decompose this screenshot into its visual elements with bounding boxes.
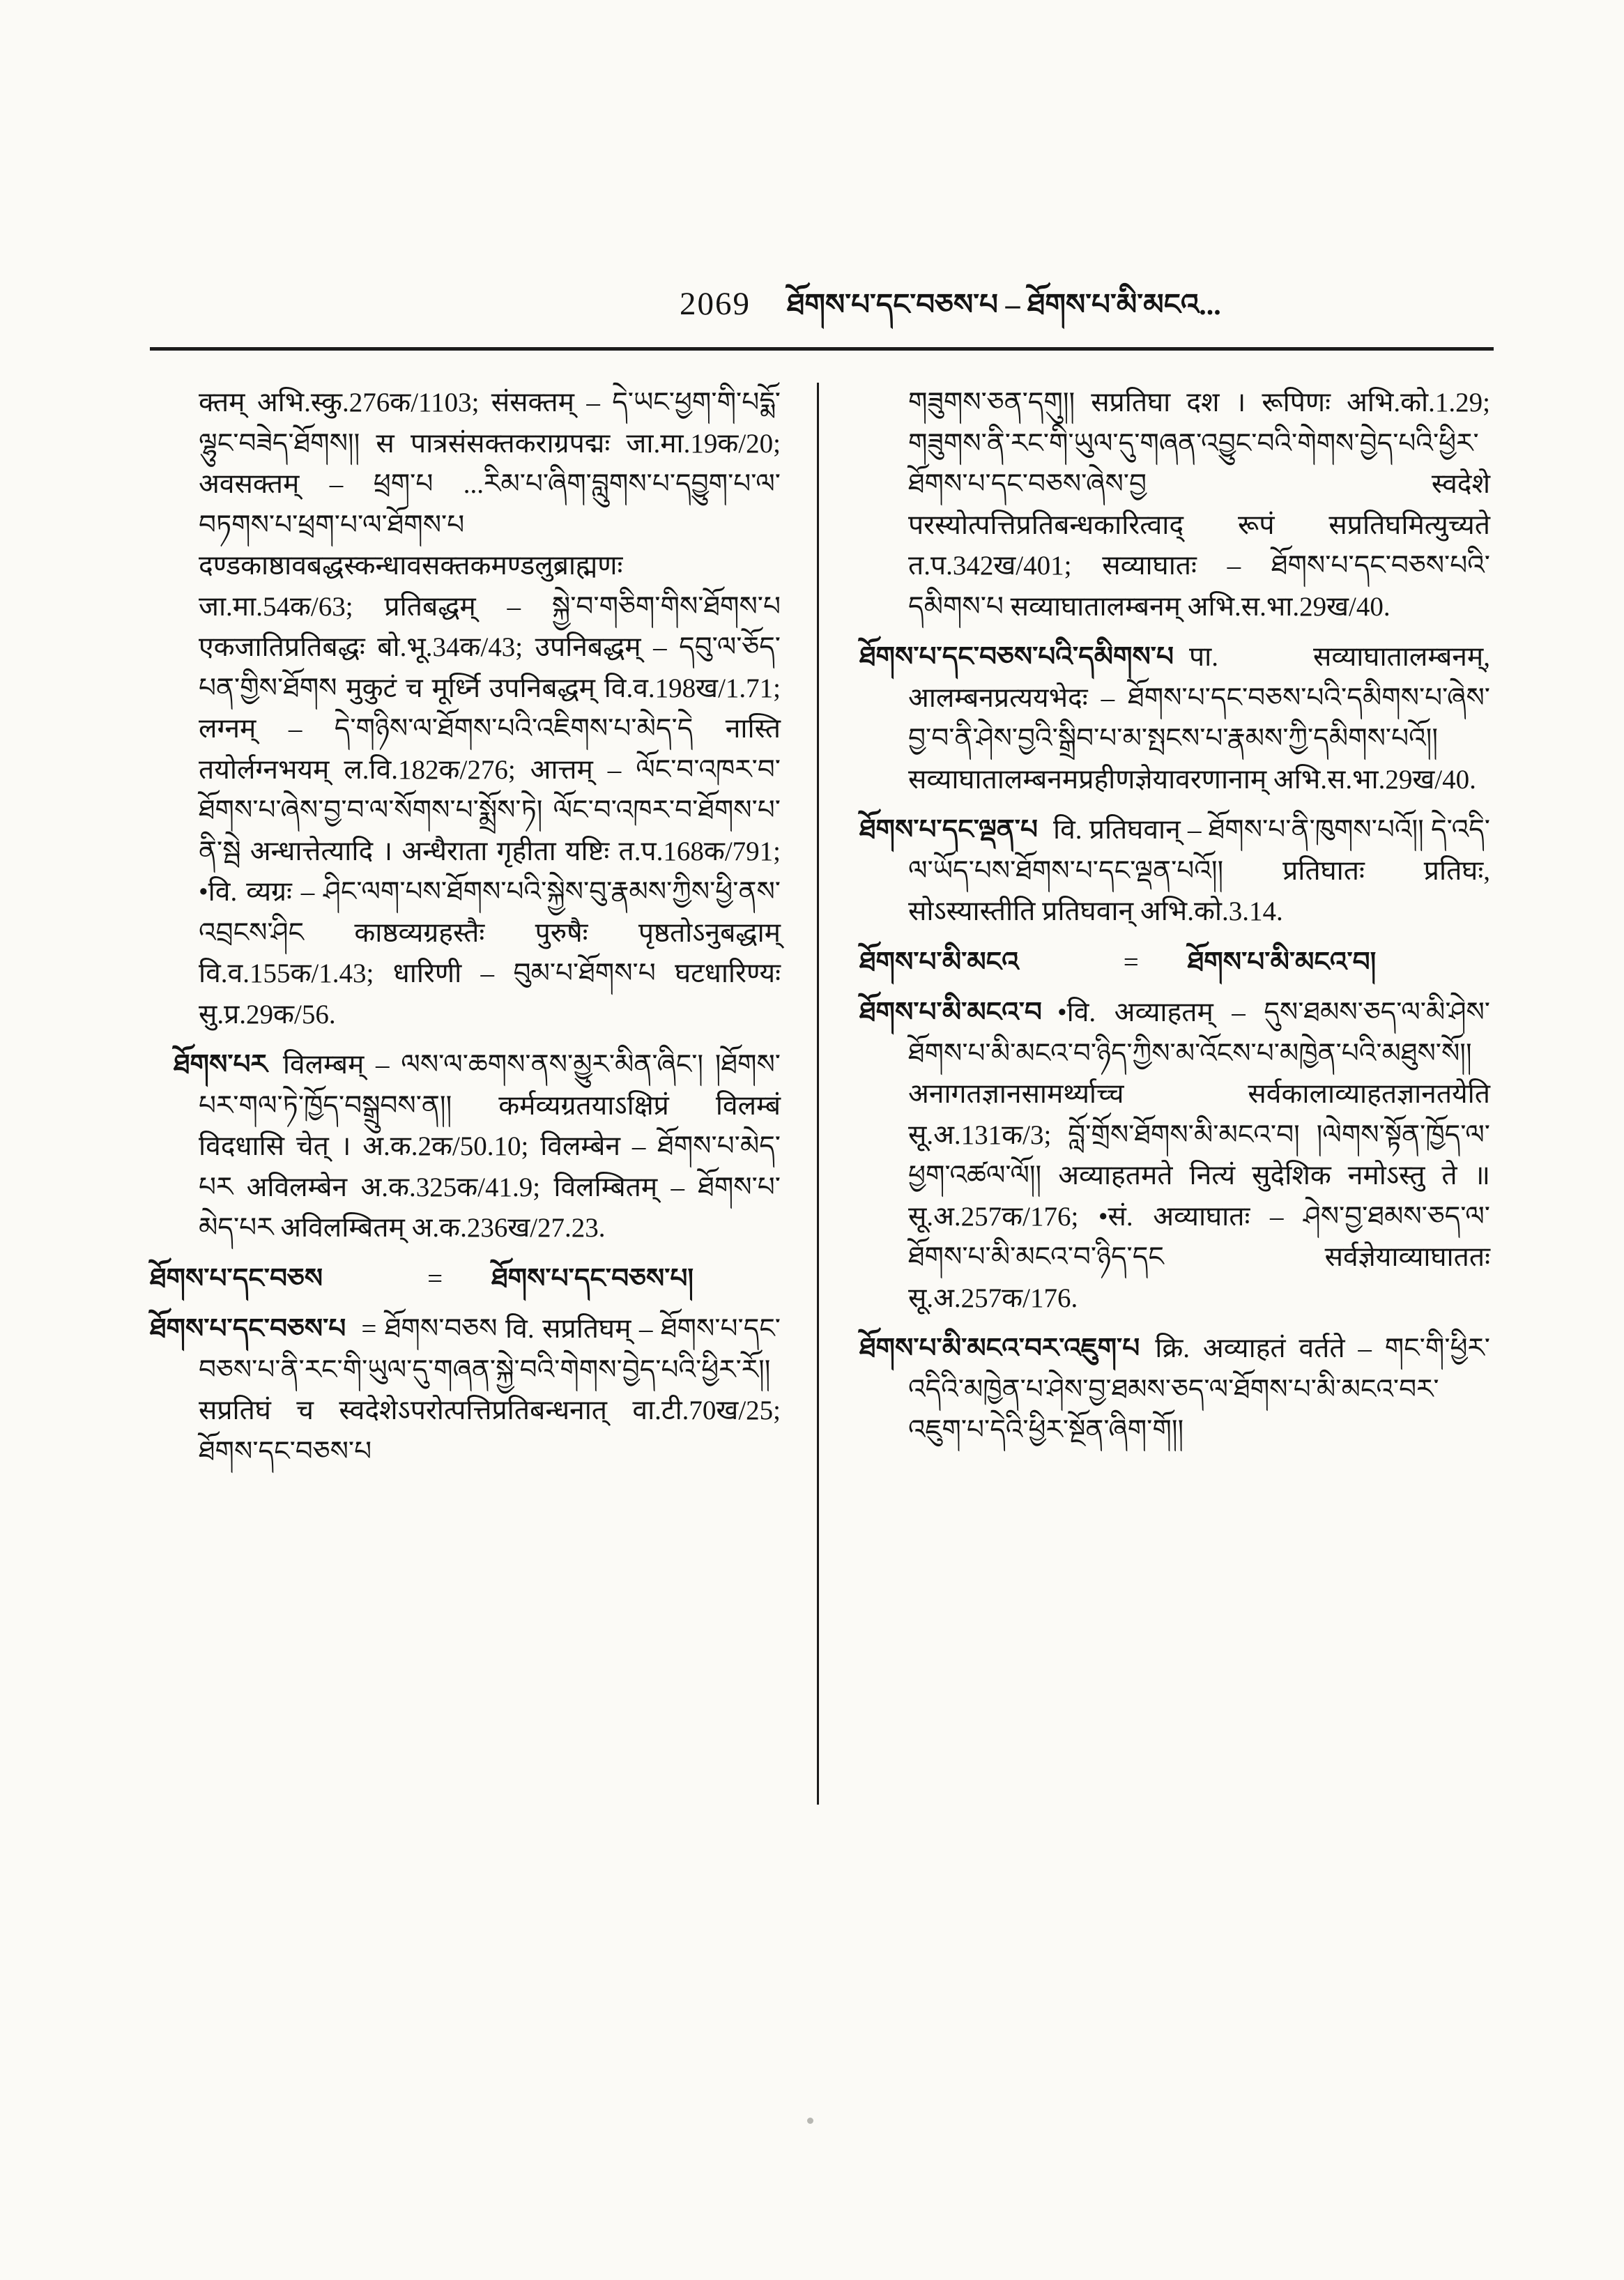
page-header — [0, 0, 1624, 323]
entry-headword: ཐོགས་པར — [174, 1050, 268, 1080]
cross-reference-entry — [150, 1259, 781, 1300]
entry-continuation — [150, 383, 781, 1035]
left-column — [150, 383, 817, 1986]
entry-body: पा. सव्याघातालम्बनम्, आलम्बनप्रत्ययभेदः – ཐོགས་པ་དང་བཅས་པའི་དམིགས་པ་ཞེས་བྱ་བ་ནི་ཤེས་བྱའི་སྒྲིབ་པ་མ་སྤངས་པ་རྣམས་ཀྱི་དམིགས་པའོ།། सव्याघातालम्बनमप्रहीणज्ञेयावरणानाम् अभि.स.भा.29ख/40. — [908, 642, 1490, 795]
dictionary-entry — [150, 1309, 781, 1472]
entry-headword: ཐོགས་པ་དང་བཅས — [150, 1263, 323, 1294]
entry-body: क्तम् अभि.स्कु.276क/1103; संसक्तम् – དེ་ཡང་ཕྱག་གི་པདྨོ་ལྷུང་བཟེད་ཐོགས།། स पात्रसंसक्तकराग्रपद्मः जा.मा.19क/20; अवसक्तम् – ཕྲག་པ ...རིམ་པ་ཞིག་བླུགས་པ་དབྱུག་པ་ལ་བཏགས་པ་ཕྲག་པ་ལ་ཐོགས་པ दण्डकाष्ठावबद्धस्कन्धावसक्तकमण्डलुब्राह्मणः जा.मा.54क/63; प्रतिबद्धम् – སྐྱེ་བ་གཅིག་གིས་ཐོགས་པ एकजातिप्रतिबद्धः बो.भू.34क/43; उपनिबद्धम् – དབུ་ལ་ཅོད་པན་གྱིས་ཐོགས मुकुटं च मूर्ध्नि उपनिबद्धम् वि.व.198ख/1.71; लग्नम् – དེ་གཉིས་ལ་ཐོགས་པའི་འཇིགས་པ་མེད་དེ नास्ति तयोर्लग्नभयम् ल.वि.182क/276; आत्तम् – ལོང་བ་འཁར་བ་ཐོགས་པ་ཞེས་བྱ་བ་ལ་སོགས་པ་སྨྲོས་ཏེ། ལོང་བ་འཁར་བ་ཐོགས་པ་ནི་སྦེ अन्धात्तेत्यादि । अन्धैराता गृहीता यष्टिः त.प.168क/791; •वि. व्यग्रः – ཤིང་ལག་པས་ཐོགས་པའི་སྐྱེས་བུ་རྣམས་ཀྱིས་ཕྱི་ནས་འབྲངས་ཤིང काष्ठव्यग्रहस्तैः पुरुषैः पृष्ठतोऽनुबद्धाम् वि.व.155क/1.43; धारिणी – བུམ་པ་ཐོགས་པ घटधारिण्यः सु.प्र.29क/56. — [199, 388, 781, 1030]
cross-reference-target: ཐོགས་པ་མི་མངའ་བ། — [1187, 947, 1377, 977]
scan-speck — [807, 2118, 813, 2124]
equals-sign: = — [1123, 947, 1139, 977]
dictionary-entry — [859, 1329, 1490, 1451]
cross-reference-entry — [859, 942, 1490, 984]
entry-body: विलम्बम् – ལས་ལ་ཆགས་ནས་མྱུར་མིན་ཞིང་། །ཐོགས་པར་གལ་ཏེ་ཁྱོད་བསྒྲུབས་ན།། कर्मव्यग्रतयाऽक्षिप्रं विलम्बं विदधासि चेत् । अ.क.2क/50.10; विलम्बेन – ཐོགས་པ་མེད་པར अविलम्बेन अ.क.325क/41.9; विलम्बितम् – ཐོགས་པ་མེད་པར अविलम्बितम् अ.क.236ख/27.23. — [199, 1050, 781, 1244]
equals-sign: = — [427, 1263, 443, 1294]
right-column — [819, 383, 1490, 1986]
entry-body: གཟུགས་ཅན་དགུ།། सप्रतिघा दश । रूपिणः अभि.को.1.29; གཟུགས་ནི་རང་གི་ཡུལ་དུ་གཞན་འབྱུང་བའི་གེགས་བྱེད་པའི་ཕྱིར་ཐོགས་པ་དང་བཅས་ཞེས་བྱ स्वदेशे परस्योत्पत्तिप्रतिबन्धकारित्वाद् रूपं सप्रतिघमित्युच्यते त.प.342ख/401; सव्याघातः – ཐོགས་པ་དང་བཅས་པའི་དམིགས་པ सव्याघातालम्बनम् अभि.स.भा.29ख/40. — [908, 388, 1490, 622]
entry-body: •वि. अव्याहतम् – དུས་ཐམས་ཅད་ལ་མི་ཤེས་ཐོགས་པ་མི་མངའ་བ་ཉིད་ཀྱིས་མ་འོངས་པ་མཁྱེན་པའི་མཐུས་སོ།། अनागतज्ञानसामर्थ्याच्च सर्वकालाव्याहतज्ञानतयेति सू.अ.131क/3; བློ་གྲོས་ཐོགས་མི་མངའ་བ། །ལེགས་སྟོན་ཁྱོད་ལ་ཕྱག་འཚལ་ལོ།། अव्याहतमते नित्यं सुदेशिक नमोऽस्तु ते ॥ सू.अ.257क/176; •सं. अव्याघातः – ཤེས་བྱ་ཐམས་ཅད་ལ་ཐོགས་པ་མི་མངའ་བ་ཉིད་དང सर्वज्ञेयाव्याघाततः सू.अ.257क/176. — [908, 997, 1490, 1313]
header-range-title: ཐོགས་པ་དང་བཅས་པ – ཐོགས་པ་མི་མངའ... — [787, 289, 1221, 321]
page-number: 2069 — [680, 286, 751, 322]
entry-headword: ཐོགས་པ་མི་མངའ་བར་འཇུག་པ — [859, 1333, 1140, 1364]
entry-body: क्रि. अव्याहतं वर्तते – གང་གི་ཕྱིར་འདིའི་མཁྱེན་པ་ཤེས་བྱ་ཐམས་ཅད་ལ་ཐོགས་པ་མི་མངའ་བར་འཇུག་པ་དེའི་ཕྱིར་སྔོན་ཞིག་གོ།། — [908, 1333, 1490, 1446]
entry-body: वि. प्रतिघवान् – ཐོགས་པ་ནི་ཁུགས་པའོ།། དེ་འདི་ལ་ཡོད་པས་ཐོགས་པ་དང་ལྡན་པའོ།། प्रतिघातः प्रतिघः, सोऽस्यास्तीति प्रतिघवान् अभि.को.3.14. — [908, 815, 1490, 927]
entry-continuation — [859, 383, 1490, 627]
entry-headword: ཐོགས་པ་མི་མངའ་བ — [859, 997, 1042, 1028]
entry-headword: ཐོགས་པ་མི་མངའ — [859, 947, 1019, 977]
entry-body: = ཐོགས་བཅས वि. सप्रतिघम् – ཐོགས་པ་དང་བཅས་པ་ནི་རང་གི་ཡུལ་དུ་གཞན་སྐྱེ་བའི་གེགས་བྱེད་པའི་ཕྱིར་རོ།། सप्रतिघं च स्वदेशेऽपरोत्पत्तिप्रतिबन्धनात् वा.टी.70ख/25; ཐོགས་དང་བཅས་པ — [199, 1314, 781, 1467]
dictionary-entry — [859, 810, 1490, 933]
sub-entry — [150, 1045, 781, 1249]
dictionary-entry — [859, 993, 1490, 1319]
text-columns — [0, 351, 1624, 1986]
dictionary-entry — [859, 637, 1490, 800]
cross-reference-target: ཐོགས་པ་དང་བཅས་པ། — [491, 1263, 694, 1294]
entry-headword: ཐོགས་པ་དང་བཅས་པའི་དམིགས་པ — [859, 642, 1174, 673]
entry-headword: ཐོགས་པ་དང་ལྡན་པ — [859, 815, 1038, 846]
entry-headword: ཐོགས་པ་དང་བཅས་པ — [150, 1314, 346, 1345]
